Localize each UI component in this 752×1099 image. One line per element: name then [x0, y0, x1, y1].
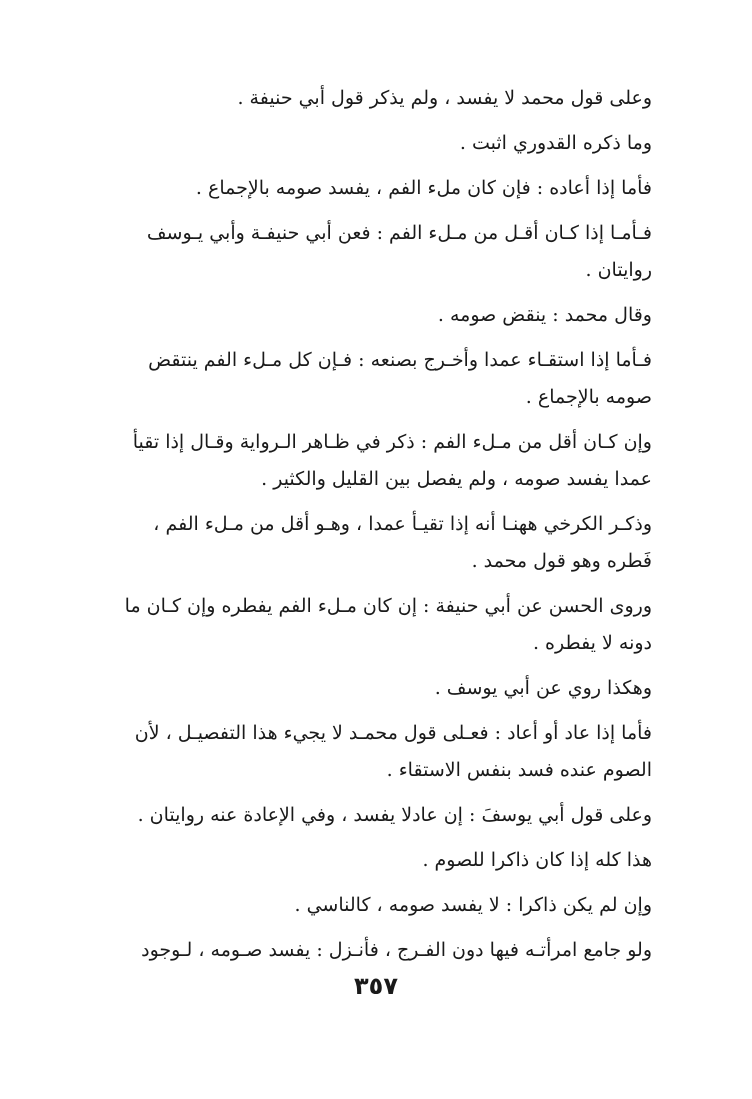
paragraph [102, 932, 652, 969]
paragraph [102, 342, 652, 416]
text-line: روايتان . [585, 259, 652, 281]
paragraph [102, 297, 652, 334]
text-line: وعلى قول محمد لا يفسد ، ولم يذكر قول أبي حنيفة . [237, 87, 652, 109]
page-number: ٣٥٧ [354, 972, 398, 1000]
text-line: هذا كله إذا كان ذاكرا للصوم . [422, 849, 652, 871]
text-line: فأما إذا أعاده : فإن كان ملء الفم ، يفسد صومه بالإجماع . [195, 177, 652, 199]
paragraph [102, 125, 652, 162]
text-line: وقال محمد : ينقض صومه . [437, 304, 652, 326]
paragraph [102, 80, 652, 117]
paragraph [102, 506, 652, 580]
text-line: فَطره وهو قول محمد . [471, 550, 652, 572]
text-line: وما ذكره القدوري اثبت . [459, 132, 652, 154]
text-line: وذكـر الكرخي ههنـا أنه إذا تقيـأ عمدا ، وهـو أقل من مـلء الفم ، [153, 513, 652, 535]
text-line: وإن كـان أقل من مـلء الفم : ذكر في ظـاهر الـرواية وقـال إذا تقيأ [132, 431, 652, 453]
text-line: وروى الحسن عن أبي حنيفة : إن كان مـلء الفم يفطره وإن كـان ما [124, 595, 652, 617]
text-line: الصوم عنده فسد بنفس الاستقاء . [386, 759, 652, 781]
text-line: دونه لا يفطره . [532, 632, 652, 654]
paragraph [102, 670, 652, 707]
paragraph [102, 215, 652, 289]
text-line: وإن لم يكن ذاكرا : لا يفسد صومه ، كالناسي . [294, 894, 652, 916]
text-line: فـأما إذا استقـاء عمدا وأخـرج بصنعه : فـإن كل مـلء الفم ينتقض [148, 349, 652, 371]
paragraph [102, 170, 652, 207]
text-line: صومه بالإجماع . [525, 386, 652, 408]
paragraph [102, 424, 652, 498]
paragraph [102, 715, 652, 789]
text-line: ولو جامع امرأتـه فيها دون الفـرج ، فأنـزل : يفسد صـومه ، لـوجود [141, 939, 652, 961]
text-line: وعلى قول أبي يوسفَ : إن عادلا يفسد ، وفي الإعادة عنه روايتان . [137, 804, 652, 826]
paragraph [102, 588, 652, 662]
paragraph [102, 887, 652, 924]
paragraph [102, 797, 652, 834]
text-line: فأما إذا عاد أو أعاد : فعـلى قول محمـد لا يجيء هذا التفصيـل ، لأن [134, 722, 652, 744]
paragraph [102, 842, 652, 879]
text-line: وهكذا روي عن أبي يوسف . [434, 677, 652, 699]
text-line: فـأمـا إذا كـان أقـل من مـلء الفم : فعن أبي حنيفـة وأبي يـوسف [146, 222, 652, 244]
text-line: عمدا يفسد صومه ، ولم يفصل بين القليل والكثير . [261, 468, 652, 490]
body-text [102, 80, 652, 969]
